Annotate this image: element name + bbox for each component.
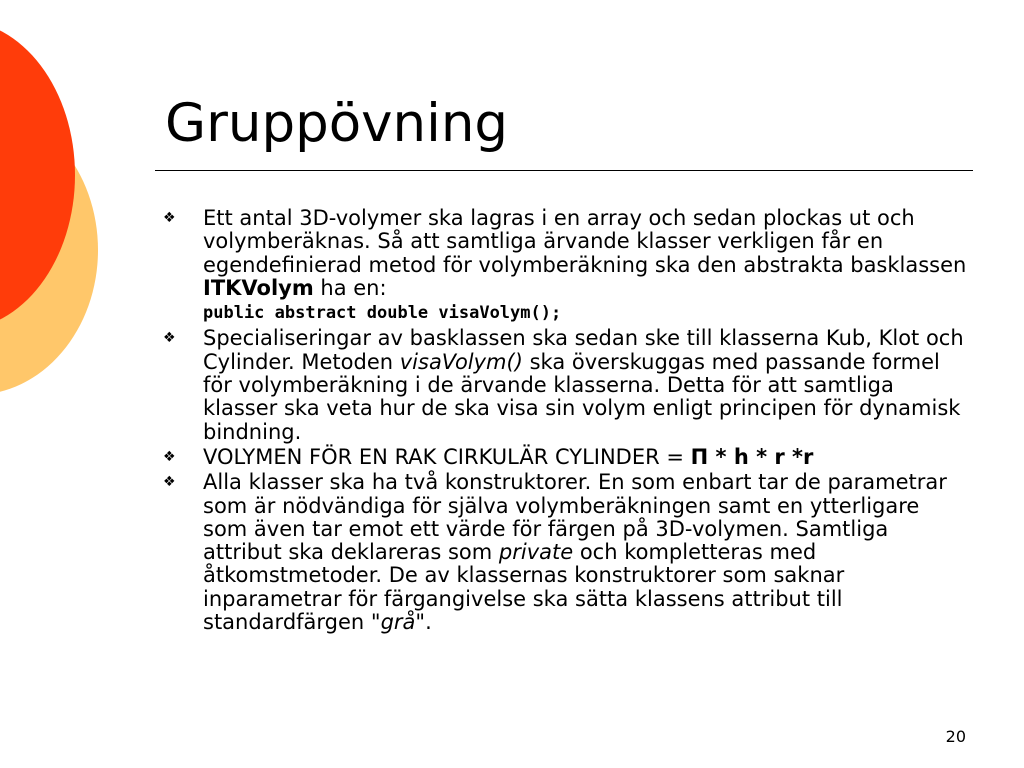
code-snippet: public abstract double visaVolym(); bbox=[203, 303, 562, 324]
title-divider bbox=[155, 170, 973, 171]
bullet-text: VOLYMEN FÖR EN RAK CIRKULÄR CYLINDER = bbox=[203, 444, 691, 469]
bullet-text: Ett antal 3D-volymer ska lagras i en array och sedan plockas ut och volymberäknas. Så att samtliga ärvande klasser verkligen får en egendefinierad metod för volymberäkning ska den abstrakta basklassen bbox=[203, 206, 967, 277]
default-color-value: "grå" bbox=[370, 610, 426, 635]
bullet-text: Alla klasser ska ha två konstruktorer. En som enbart tar de parametrar som är nödvändiga för själva volymberäkningen samt en ytterligare som även tar emot ett värde för färgen på 3D-volymen. Samtliga attribut ska deklareras som bbox=[203, 470, 947, 565]
bullet-text: . bbox=[425, 610, 432, 635]
diamond-bullet-icon: ❖ bbox=[163, 330, 176, 347]
diamond-bullet-icon: ❖ bbox=[163, 474, 176, 491]
method-name: visaVolym() bbox=[399, 349, 523, 374]
private-keyword: private bbox=[498, 540, 574, 565]
bullet-text: Specialiseringar av basklassen ska sedan ske till klasserna Kub, Klot och Cylinder. Metoden bbox=[203, 326, 964, 374]
bullet-text: och kompletteras med åtkomstmetoder. De av klassernas konstruktorer som saknar inparametrar för färgangivelse ska sätta klassens attribut till standardfärgen bbox=[203, 540, 845, 635]
diamond-bullet-icon: ❖ bbox=[163, 210, 176, 226]
bullet-text: ska överskuggas med passande formel för volymberäkning i de ärvande klasserna. Detta för att samtliga klasser ska veta hur de ska visa sin volym enligt principen för dynamisk bindning. bbox=[203, 349, 961, 444]
bullet-list bbox=[160, 207, 970, 636]
class-name: ITKVolym bbox=[203, 275, 314, 300]
bullet-text: ha en: bbox=[313, 275, 387, 300]
volume-formula: Π * h * r *r bbox=[690, 444, 814, 469]
bullet-item-constructors bbox=[160, 471, 970, 634]
bullet-item-array bbox=[160, 207, 970, 325]
bullet-item-specialization bbox=[160, 327, 970, 443]
bullet-item-cylinder-formula bbox=[160, 446, 970, 469]
diamond-bullet-icon: ❖ bbox=[163, 448, 176, 465]
slide-title: Gruppövning bbox=[165, 93, 509, 154]
page-number: 20 bbox=[945, 727, 966, 746]
